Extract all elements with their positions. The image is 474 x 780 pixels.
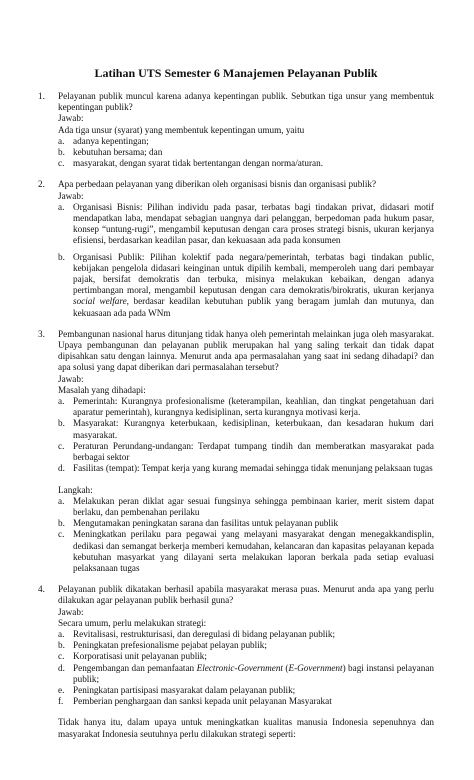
question-text: Pembangunan nasional harus ditunjang tidak hanya oleh pemerintah melainkan juga oleh masyarakat. Upaya pembangunan dan pelayanan publik merupakan hal yang saling terkait dan tidak dapat dipisahkan satu dengan lainnya. Menurut anda apa permasalahan yang saat ini sedang dihadapi? dan apa solusi yang dapat diberikan dari permasalahan tersebut? — [58, 328, 434, 373]
list-item: d. Fasilitas (tempat): Tempat kerja yang kurang memadai sehingga tidak menunjang pelaksaan tugas — [58, 463, 433, 474]
question-text: Pelayanan publik muncul karena adanya kepentingan publik. Sebutkan tiga unsur yang membentuk kepentingan publik? — [58, 91, 434, 113]
question-text: Apa perbedaan pelayanan yang diberikan oleh organisasi bisnis dan organisasi publik? — [58, 179, 377, 190]
italic-term: E-Government — [288, 662, 343, 673]
list-item: d. Pengembangan dan pemanfaatan Electronic-Government (E-Government) bagi instansi pelayanan publik; — [58, 662, 434, 684]
section-heading: Masalah yang dihadapi: — [58, 384, 146, 395]
question-3 — [38, 329, 434, 574]
list-item: a. Organisasi Bisnis: Pilihan individu pada pasar, terbatas bagi tindakan privat, didasari motif mendapatkan laba, mendapat sebagian uangnya dari pelanggan, berpedoman pada hukum pasar, konsep “untung-rugi”, mengambil keputusan dengan cara proses strategi bisnis, ukuran kerjanya efisiensi, berdasarkan keadilan pasar, dan kekuasaan ada pada konsumen — [58, 201, 434, 246]
question-number: 4. — [38, 584, 45, 595]
list-item: a. Melakukan peran diklat agar sesuai fungsinya sehingga pembinaan karier, merit sistem dapat berlaku, dan pembenahan perilaku — [58, 495, 434, 517]
list-item: f. Pemberian penghargaan dan sanksi kepada unit pelayanan Masyarakat — [58, 696, 332, 707]
answer-intro: Secara umum, perlu melakukan strategi: — [58, 617, 207, 628]
list-item: b. Organisasi Publik: Pilihan kolektif pada negara/pemerintah, terbatas bagi tindakan public, kebijakan pengelola didasari keinginan untuk dipilih kembali, memperoleh uang dari pembayar pajak, bersifat demokratis dan terbuka, misinya melakukan kebaikan, dengan adanya pertimbangan moral, mengambil keputusan dengan cara demokratis/birokratis, ukuran kerjanya social welfare, berdasar keadilan kebutuhan publik yang beragam jumlah dan mutunya, dan kekuasaan ada pada WNm — [58, 251, 434, 318]
answer-intro: Ada tiga unsur (syarat) yang membentuk kepentingan umum, yaitu — [58, 124, 305, 135]
question-body — [58, 91, 434, 169]
question-text: Pelayanan publik dikatakan berhasil apabila masyarakat merasa puas. Menurut anda apa yang perlu dilakukan agar pelayanan publik berhasil guna? — [58, 584, 434, 606]
question-body — [58, 329, 434, 574]
italic-term: Electronic-Government — [196, 662, 283, 673]
list-item: c. Peraturan Perundang-undangan: Terdapat tumpang tindih dan memberatkan masyarakat pada berbagai sektor — [58, 440, 434, 463]
list-item: c. masyarakat, dengan syarat tidak bertentangan dengan norma/aturan. — [58, 158, 324, 169]
list-item: b. Masyarakat: Kurangnya keterbukaan, kedisiplinan, keterbukaan, dan kesadaran hukum dari masyarakat. — [58, 418, 434, 440]
list-item: c. Korporatisasi unit pelayanan publik; — [58, 651, 207, 662]
question-number: 2. — [38, 179, 45, 190]
list-item: a. adanya kepentingan; — [58, 135, 149, 146]
list-item: a. Pemerintah: Kurangnya profesionalisme (keterampilan, keahlian, dan tingkat pengetahuan dari aparatur pemerintah), kurangnya kedisiplinan, serta kurangnya motivasi kerja. — [58, 396, 434, 418]
answer-label: Jawab: — [58, 113, 84, 124]
list-item: a. Revitalisasi, restrukturisasi, dan deregulasi di bidang pelayanan publik; — [58, 628, 336, 639]
question-1 — [38, 91, 434, 169]
section-heading: Langkah: — [58, 484, 93, 495]
list-item: b. Peningkatan prefesionalisme pejabat pelayan publik; — [58, 640, 267, 651]
question-body — [58, 584, 434, 707]
answer-label: Jawab: — [58, 373, 84, 384]
list-item: b. kebutuhan bersama; dan — [58, 147, 163, 158]
question-4 — [38, 584, 434, 707]
italic-term: social welfare, — [73, 296, 129, 307]
document-title: Latihan UTS Semester 6 Manajemen Pelayanan Publik — [94, 66, 378, 80]
answer-label: Jawab: — [58, 190, 84, 201]
question-number: 1. — [38, 91, 45, 101]
closing-paragraph: Tidak hanya itu, dalam upaya untuk meningkatkan kualitas manusia Indonesia sepenuhnya dan masyarakat Indonesia seutuhnya perlu dilakukan strategi seperti: — [58, 717, 434, 739]
question-2 — [38, 179, 434, 318]
question-number: 3. — [38, 328, 45, 339]
question-body — [58, 179, 434, 318]
list-item: c. Meningkatkan perilaku para pegawai yang melayani masyarakat dengan menegakkandisplin, dedikasi dan semangat berkerja memberi kemudahan, kelancaran dan kapasitas pelayanan kepada kebutuhan masyarkat yang dilayani serta melakukan laporan berkala pada setiap evaluasi pelaksanaan tugas — [58, 529, 434, 573]
answer-label: Jawab: — [58, 606, 84, 617]
list-item: b. Mengutamakan peningkatan sarana dan fasilitas untuk pelayanan publik — [58, 518, 339, 529]
list-item: e. Peningkatan partisipasi masyarakat dalam pelayanan publik; — [58, 684, 296, 695]
